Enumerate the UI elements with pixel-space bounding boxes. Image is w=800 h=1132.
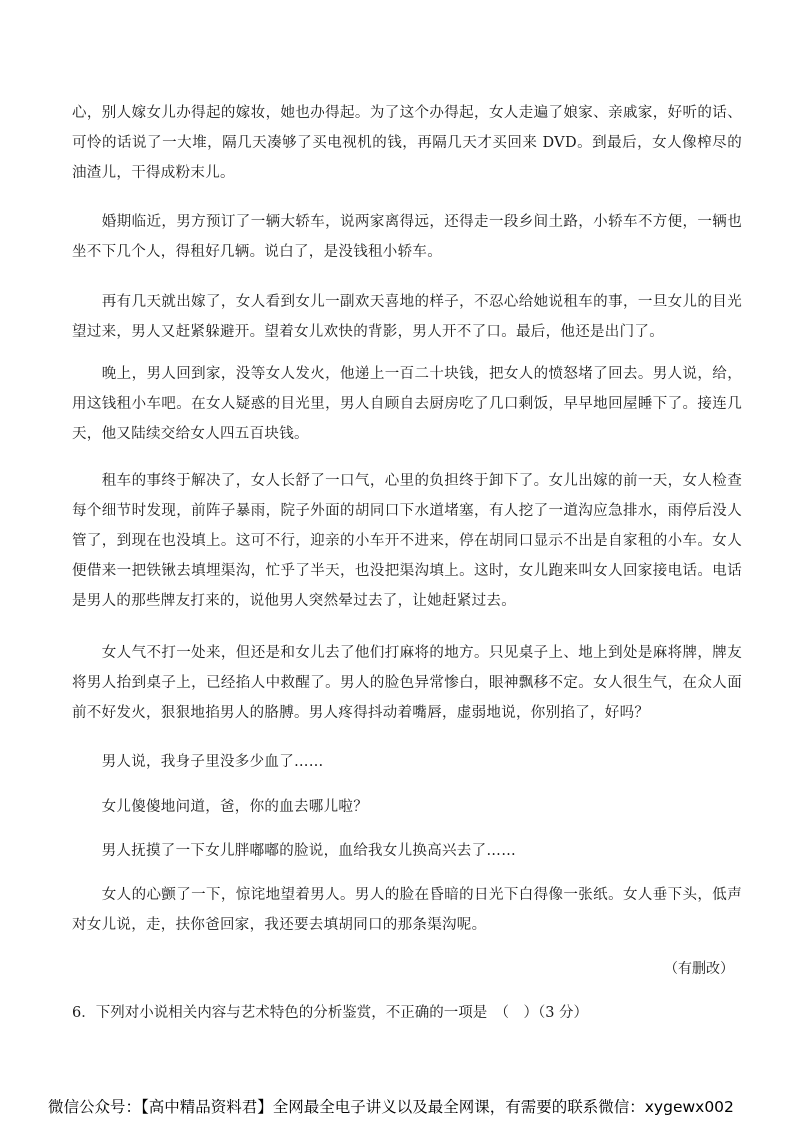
footer-watermark-text: 微信公众号：【高中精品资料君】全网最全电子讲义以及最全网课，有需要的联系微信：xygewx002 [48,1098,734,1116]
story-paragraph-5: 租车的事终于解决了，女人长舒了一口气，心里的负担终于卸下了。女儿出嫁的前一天，女人检查每个细节时发现，前阵子暴雨，院子外面的胡同口下水道堵塞，有人挖了一道沟应急排水，雨停后没人管了，到现在也没填上。这可不行，迎亲的小车开不进来，停在胡同口显示不出是自家租的小车。女人便借来一把铁锹去填埋渠沟，忙乎了半天，也没把渠沟填上。这时，女儿跑来叫女人回家接电话。电话是男人的那些牌友打来的，说他男人突然晕过去了，让她赶紧过去。 [72,473,742,609]
story-paragraph-10: 女人的心颤了一下，惊诧地望着男人。男人的脸在昏暗的日光下白得像一张纸。女人垂下头，低声对女儿说，走，扶你爸回家，我还要去填胡同口的那条渠沟呢。 [72,887,742,933]
question-6: 6．下列对小说相关内容与艺术特色的分析鉴赏，不正确的一项是 （ ）（3 分） [72,1005,589,1021]
story-paragraph-8: 女儿傻傻地问道，爸，你的血去哪儿啦？ [72,799,368,815]
story-paragraph-3: 再有几天就出嫁了，女人看到女儿一副欢天喜地的样子，不忍心给她说租车的事，一旦女儿的目光望过来，男人又赶紧躲避开。望着女儿欢快的背影，男人开不了口。最后，他还是出门了。 [72,294,742,340]
story-paragraph-6: 女人气不打一处来，但还是和女儿去了他们打麻将的地方。只见桌子上、地上到处是麻将牌，牌友将男人抬到桌子上，已经掐人中救醒了。男人的脸色异常惨白，眼神飘移不定。女人很生气，在众人面前不好发火，狠狠地掐男人的胳膊。男人疼得抖动着嘴唇，虚弱地说，你别掐了，好吗？ [72,645,742,721]
story-paragraph-4: 晚上，男人回到家，没等女人发火，他递上一百二十块钱，把女人的愤怒堵了回去。男人说，给，用这钱租小车吧。在女人疑惑的目光里，男人自顾自去厨房吃了几口剩饭，早早地回屋睡下了。接连几天，他又陆续交给女人四五百块钱。 [72,366,742,442]
story-paragraph-7: 男人说，我身子里没多少血了…… [72,754,324,770]
story-paragraph-9: 男人抚摸了一下女儿胖嘟嘟的脸说，血给我女儿换高兴去了…… [72,843,516,859]
source-note: （有删改） [664,961,734,977]
story-paragraph-1: 心，别人嫁女儿办得起的嫁妆，她也办得起。为了这个办得起，女人走遍了娘家、亲戚家，好听的话、可怜的话说了一大堆，隔几天凑够了买电视机的钱，再隔几天才买回来 DVD。到最后，女人像榨尽的油渣儿，干得成粉末儿。 [72,105,742,181]
story-paragraph-2: 婚期临近，男方预订了一辆大轿车，说两家离得远，还得走一段乡间土路，小轿车不方便，一辆也坐不下几个人，得租好几辆。说白了，是没钱租小轿车。 [72,214,742,260]
